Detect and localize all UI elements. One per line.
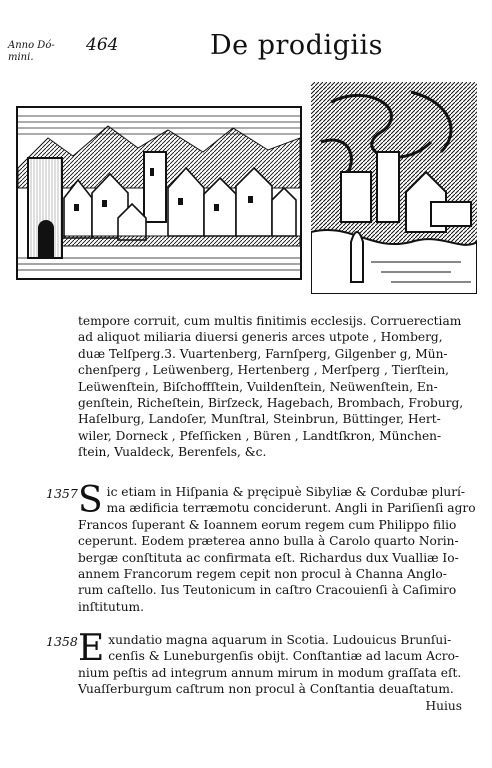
paragraph-continuation [78, 313, 462, 461]
running-title: De prodigiis [210, 30, 383, 61]
text-line: rum caſtello. Ius Teutonicum in caſtro Cracouienſi à Caſimiro [78, 583, 457, 598]
text-line: genſtein, Richeſtein, Birſzeck, Hagebach, Brombach, Froburg, [78, 396, 464, 411]
text-line: wiler, Dorneck , Pfeſſicken , Büren , Landtſkron, München- [78, 428, 442, 443]
margin-note-line: Anno Dó- [8, 40, 55, 51]
text-line: xundatio magna aquarum in Scotia. Ludouicus Brunſui- [108, 633, 452, 647]
paragraph-1358 [78, 628, 462, 714]
text-line: inſtitutum. [78, 599, 144, 614]
text-line: nium peſtis ad integrum annum mirum in modum graſſata eſt. [78, 665, 462, 680]
drop-initial: E [78, 628, 105, 669]
woodcut-town-illustration [16, 106, 302, 280]
text-line: chenſperg , Leüwenberg, Hertenberg , Merſperg , Tierſtein, [78, 363, 450, 378]
margin-year: 1357 [46, 486, 78, 501]
text-line: ſtein, Vualdeck, Berenfels, &c. [78, 445, 267, 460]
margin-year: 1358 [46, 634, 78, 649]
margin-note-line: mini. [8, 52, 34, 63]
drop-initial: S [78, 480, 103, 521]
page-number: 464 [86, 35, 119, 55]
catchword: Huius [425, 698, 462, 713]
text-line: ic etiam in Hiſpania & pręcipuè Sibyliæ & Cordubæ plurí- [106, 485, 466, 499]
margin-note [8, 40, 55, 64]
text-line: ceperunt. Eodem præterea anno bulla à Carolo quarto Norin- [78, 534, 459, 549]
text-line: Haſelburg, Landoſer, Munſtral, Steinbrun, Büttinger, Hert- [78, 412, 441, 427]
text-line: ad aliquot miliaria diuersi generis arces utpote , Homberg, [78, 330, 443, 345]
text-line: tempore corruit, cum multis finitimis ecclesijs. Corruerectiam [78, 314, 462, 328]
text-line: annem Francorum regem cepit non procul à Channa Anglo- [78, 567, 447, 582]
paragraph-1357 [78, 480, 476, 615]
text-line: cenſis & Luneburgenſis obijt. Conſtantiæ ad lacum Acro- [108, 649, 460, 664]
text-line: Vuaſſerburgum caſtrum non procul à Conſtantia deuaſtatum. [78, 682, 454, 697]
text-line: ma ædificia terræmotu conciderunt. Angli in Pariſienſi agro [106, 501, 476, 516]
woodcut-earthquake-illustration [311, 82, 477, 294]
text-line: Leüwenſtein, Biſchoffſtein, Vuildenſtein, Neüwenſtein, En- [78, 379, 438, 394]
text-line: Francos ſuperant & Ioannem eorum regem cum Philippo filio [78, 517, 457, 532]
text-line: bergæ conſtituta ac confirmata eſt. Richardus dux Vualliæ Io- [78, 550, 459, 565]
text-line: duæ Telſperg.3. Vuartenberg, Farnſperg, Gilgenber g, Mün- [78, 346, 448, 361]
